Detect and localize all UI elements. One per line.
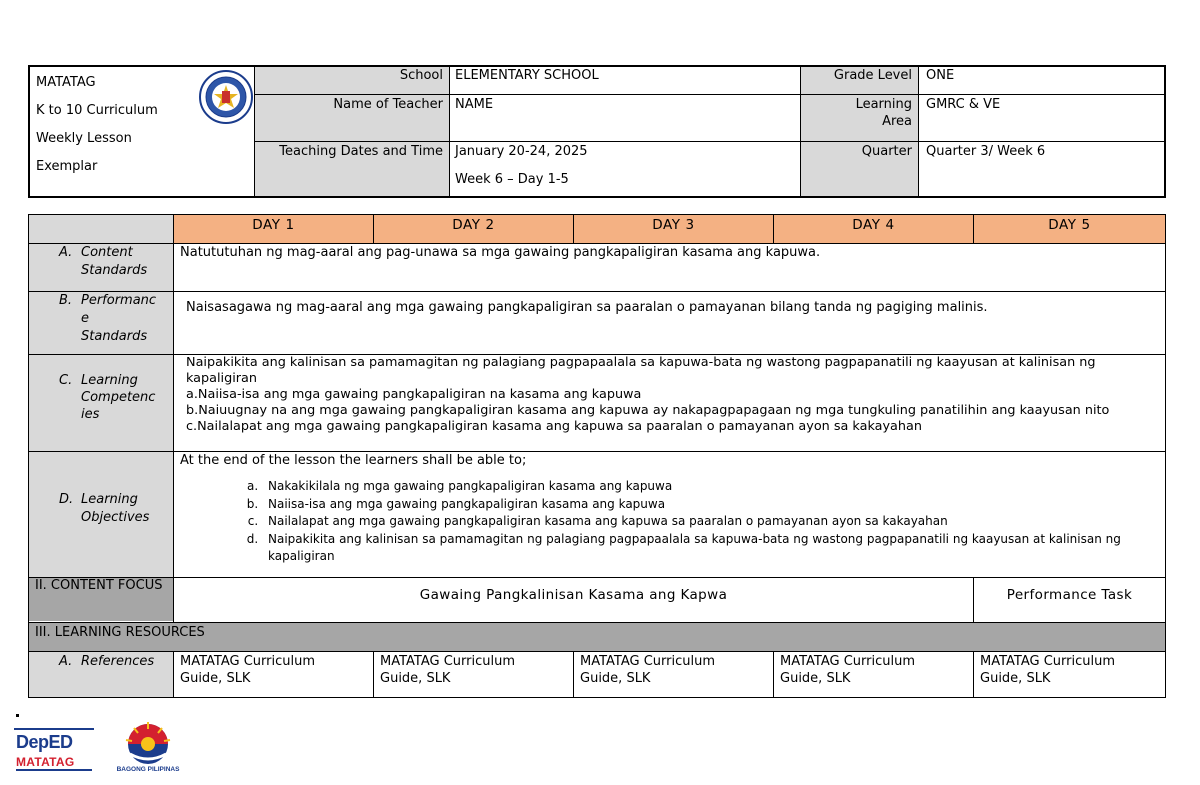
performance-standards-text: Naisasagawa ng mag-aaral ang mga gawaing pangkapaligiran sa paaralan o pamayanan bilang tanda ng pagiging malinis. [186,300,988,315]
quarter-label: Quarter [861,144,912,159]
content-standards-label: Content Standards [81,245,148,278]
objective-item: c. Nailalapat ang mga gawaing pangkapaligiran kasama ang kapuwa sa paaralan o pamayanan ayon sa kakayahan [262,513,1144,531]
reference-line: MATATAG Curriculum [380,654,516,669]
reference-line: Guide, SLK [180,671,251,686]
label-line: Learning [81,492,138,507]
header-title-line: Weekly Lesson [36,131,132,146]
reference-line: MATATAG Curriculum [180,654,316,669]
objectives-list [244,474,1144,566]
label-line: ies [81,407,100,422]
reference-cell [180,653,370,687]
row-letter: A. [59,654,73,669]
grade-value: ONE [926,68,955,83]
row-letter: B. [59,293,73,308]
day-5-header: DAY 5 [1048,217,1091,233]
label-line: Objectives [81,510,150,525]
reference-cell [780,653,970,687]
day-4-header: DAY 4 [852,217,895,233]
header-table [28,65,1166,198]
competency-line: c.Nailalapat ang mga gawaing pangkapaligiran kasama ang kapuwa sa paaralan o pamayanan ayon sa kakayahan [186,419,922,434]
competency-line: b.Naiuugnay na ang mga gawaing pangkapaligiran kasama ang kapuwa ay nakapagpapagaan ng mga tungkuling panatilihin ang kaayusan nito [186,403,1110,418]
matatag-wordmark: MATATAG [16,755,75,769]
competencies-text [186,355,1136,435]
dates-label: Teaching Dates and Time [279,144,443,159]
label-line: Learning [81,373,138,388]
school-value: ELEMENTARY SCHOOL [455,68,599,83]
dates-value: January 20-24, 2025 [455,144,588,159]
row-letter: D. [59,492,74,507]
objective-item: d. Naipakikita ang kalinisan sa pamamagitan ng palagiang pagpapaalala sa kapuwa-bata ng wastong pagpapanatili ng kaayusan at kalinisan ng kapaligiran [262,531,1144,566]
label-line: Performanc [81,293,157,308]
area-value: GMRC & VE [926,97,1001,112]
bagong-pilipinas-text: BAGONG PILIPINAS [116,766,180,773]
reference-line: MATATAG Curriculum [980,654,1116,669]
lesson-table [28,214,1166,698]
competency-line: a.Naiisa-isa ang mga gawaing pangkapaligiran na kasama ang kapuwa [186,387,642,402]
deped-matatag-logo [14,728,94,774]
performance-standards-label [81,292,171,346]
reference-line: MATATAG Curriculum [780,654,916,669]
reference-cell [580,653,770,687]
objectives-label [81,491,171,527]
row-letter: C. [59,373,73,388]
header-title-line: MATATAG [36,75,96,90]
teacher-label: Name of Teacher [333,97,443,112]
content-standards-text: Natututuhan ng mag-aaral ang pag-unawa sa mga gawaing pangkapaligiran kasama ang kapuwa. [180,245,821,260]
references-label: References [81,654,155,669]
reference-line: Guide, SLK [380,671,451,686]
area-label: Learning Area [855,97,912,129]
reference-line: Guide, SLK [780,671,851,686]
deped-wordmark: DepED [16,732,73,752]
header-title-block [36,69,196,181]
reference-line: MATATAG Curriculum [580,654,716,669]
row-letter: A. [59,245,73,260]
reference-line: Guide, SLK [580,671,651,686]
label-line: Competenc [81,390,156,405]
objectives-intro: At the end of the lesson the learners shall be able to; [180,453,527,468]
competency-line: Naipakikita ang kalinisan sa pamamagitan ng palagiang pagpapaalala sa kapuwa-bata ng wastong pagpapanatili ng kaayusan at kalinisan ng kapaligiran [186,355,1096,386]
bullet-dot [16,714,19,717]
teacher-value: NAME [455,97,494,112]
objective-item: a. Nakakikilala ng mga gawaing pangkapaligiran kasama ang kapuwa [262,478,1144,496]
performance-task-label: Performance Task [1006,587,1133,603]
competencies-label [81,372,171,423]
reference-cell [980,653,1160,687]
content-focus-title: Gawaing Pangkalinisan Kasama ang Kapwa [419,587,728,603]
header-title-line: Exemplar [36,159,98,174]
grade-label: Grade Level [833,68,912,83]
header-title-line: K to 10 Curriculum [36,103,158,118]
content-focus-label: II. CONTENT FOCUS [35,578,163,593]
day-3-header: DAY 3 [652,217,695,233]
quarter-value: Quarter 3/ Week 6 [926,144,1046,159]
reference-line: Guide, SLK [980,671,1051,686]
learning-resources-label: III. LEARNING RESOURCES [35,625,205,640]
objective-item: b. Naiisa-isa ang mga gawaing pangkapaligiran kasama ang kapuwa [262,496,1144,514]
deped-seal-icon [198,69,254,125]
reference-cell [380,653,570,687]
label-line: Standards [81,329,148,344]
label-line: e [81,311,89,326]
school-label: School [399,68,443,83]
day-2-header: DAY 2 [452,217,495,233]
day-1-header: DAY 1 [252,217,295,233]
week-value: Week 6 – Day 1-5 [455,172,569,187]
